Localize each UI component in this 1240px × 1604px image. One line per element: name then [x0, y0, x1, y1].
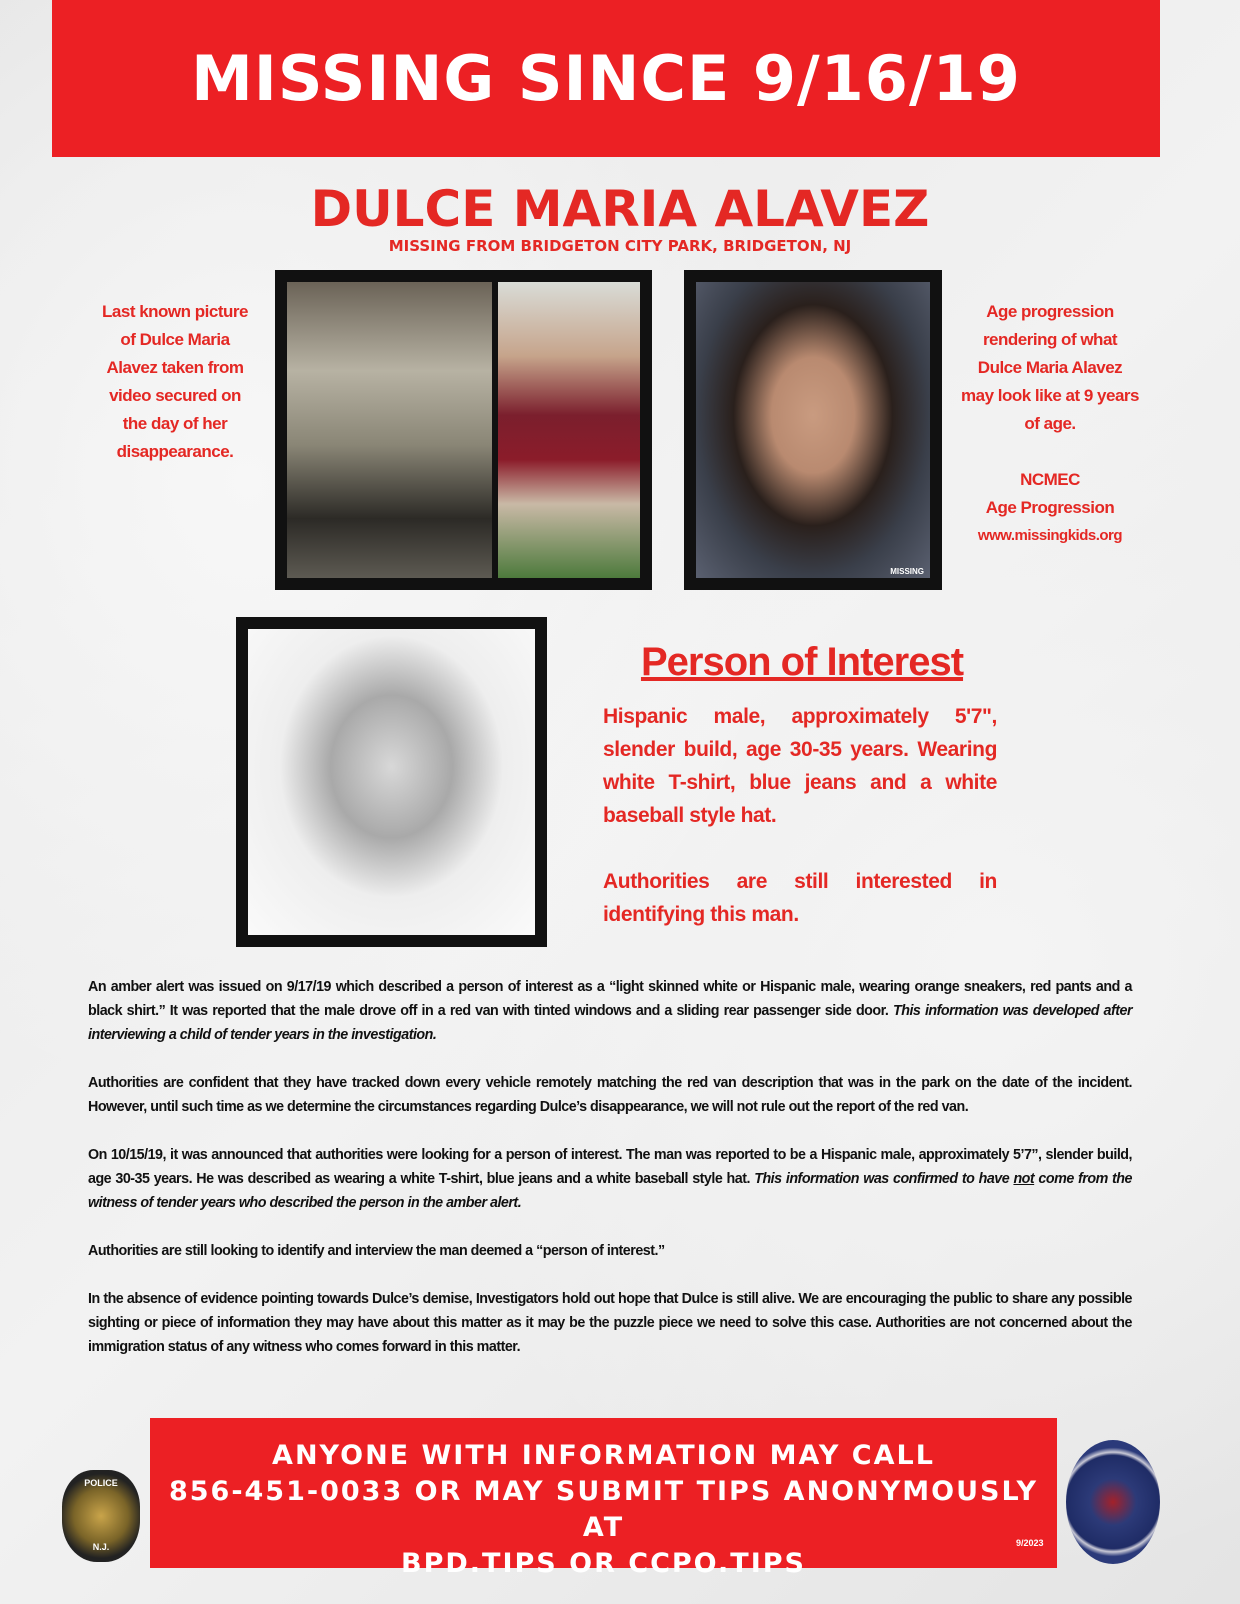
- tip-line-3[interactable]: BPD.TIPS OR CCPO.TIPS: [400, 1548, 806, 1579]
- missing-since-banner: MISSING SINCE 9/16/19: [52, 0, 1160, 157]
- tip-line-2[interactable]: 856-451-0033 OR MAY SUBMIT TIPS ANONYMOUSLY AT: [168, 1476, 1039, 1543]
- p3-italic-b: come from the witness of tender years who described the person in the amber alert.: [88, 1171, 1132, 1211]
- credit-age-progression: Age Progression: [985, 498, 1115, 517]
- paragraph-still-looking: Authorities are still looking to identify and interview the man deemed a “person of interest.”: [88, 1243, 665, 1259]
- poster-date: 9/2023: [1016, 1538, 1044, 1548]
- credit-ncmec: NCMEC: [1020, 470, 1080, 489]
- age-progression-caption: [960, 298, 1140, 550]
- p3-italic-a: This information was confirmed to have: [754, 1171, 1010, 1187]
- paragraph-red-van: Authorities are confident that they have tracked down every vehicle remotely matching the red van description that was in the park on the date of the incident. However, until such time as we determine the circumstances regarding Dulce’s disappearance, we will not rule out the report of the red van.: [88, 1075, 1132, 1115]
- paragraph-amber-alert: [88, 975, 1132, 1047]
- p3-text: On 10/15/19, it was announced that authorities were looking for a person of interest. The man was reported to be a Hispanic male, approximately 5’7”, slender build, age 30-35 years. He was described as wearing a white T-shirt, blue jeans and a white baseball style hat.: [88, 1147, 1132, 1187]
- case-details: [88, 975, 1132, 1383]
- police-badge: [62, 1470, 140, 1562]
- sketch-frame: [236, 617, 547, 947]
- missing-location: MISSING FROM BRIDGETON CITY PARK, BRIDGETON, NJ: [388, 237, 852, 255]
- surveillance-photo: [287, 282, 492, 578]
- school-photo: [498, 282, 640, 578]
- missing-kids-link[interactable]: www.missingkids.org: [977, 527, 1123, 544]
- missing-kids-logo: MISSING: [890, 567, 924, 576]
- last-known-photos: [275, 270, 652, 590]
- age-progression-photo: [696, 282, 930, 578]
- prosecutor-seal: [1066, 1440, 1160, 1564]
- paragraph-appeal: In the absence of evidence pointing towards Dulce’s demise, Investigators hold out hope that Dulce is still alive. We are encouraging the public to share any possible sighting or piece of information they may have about this matter as it may be the puzzle piece we need to solve this case. Authorities are not concerned about the immigration status of any witness who comes forward in this matter.: [88, 1291, 1132, 1355]
- tip-line-1: ANYONE WITH INFORMATION MAY CALL: [272, 1440, 935, 1471]
- poi-details: Hispanic male, approximately 5'7", slender build, age 30-35 years. Wearing white T-shirt, blue jeans and a white baseball style hat.: [603, 705, 997, 827]
- last-known-photo-caption: Last known picture of Dulce Maria Alavez taken from video secured on the day of her disappearance.: [102, 302, 248, 461]
- police-badge-label: POLICE: [84, 1478, 118, 1488]
- tip-line-banner: [150, 1418, 1057, 1579]
- age-progression-frame: [684, 270, 942, 590]
- paragraph-poi-announcement: [88, 1143, 1132, 1215]
- missing-person-name: DULCE MARIA ALAVEZ: [310, 180, 930, 238]
- p1-italic: This information was developed after interviewing a child of tender years in the investigation.: [88, 1003, 1133, 1043]
- poi-note: Authorities are still interested in identifying this man.: [603, 870, 997, 926]
- p3-italic-not: not: [1013, 1171, 1035, 1187]
- person-of-interest-sketch: [248, 629, 535, 935]
- poi-description: [603, 700, 997, 931]
- poi-heading: Person of Interest: [640, 640, 964, 684]
- police-badge-state: N.J.: [92, 1542, 110, 1552]
- age-progression-text: Age progression rendering of what Dulce Maria Alavez may look like at 9 years of age.: [961, 302, 1139, 433]
- p1-text: An amber alert was issued on 9/17/19 which described a person of interest as a “light skinned white or Hispanic male, wearing orange sneakers, red pants and a black shirt.” It was reported that the male drove off in a red van with tinted windows and a sliding rear passenger side door.: [88, 979, 1132, 1019]
